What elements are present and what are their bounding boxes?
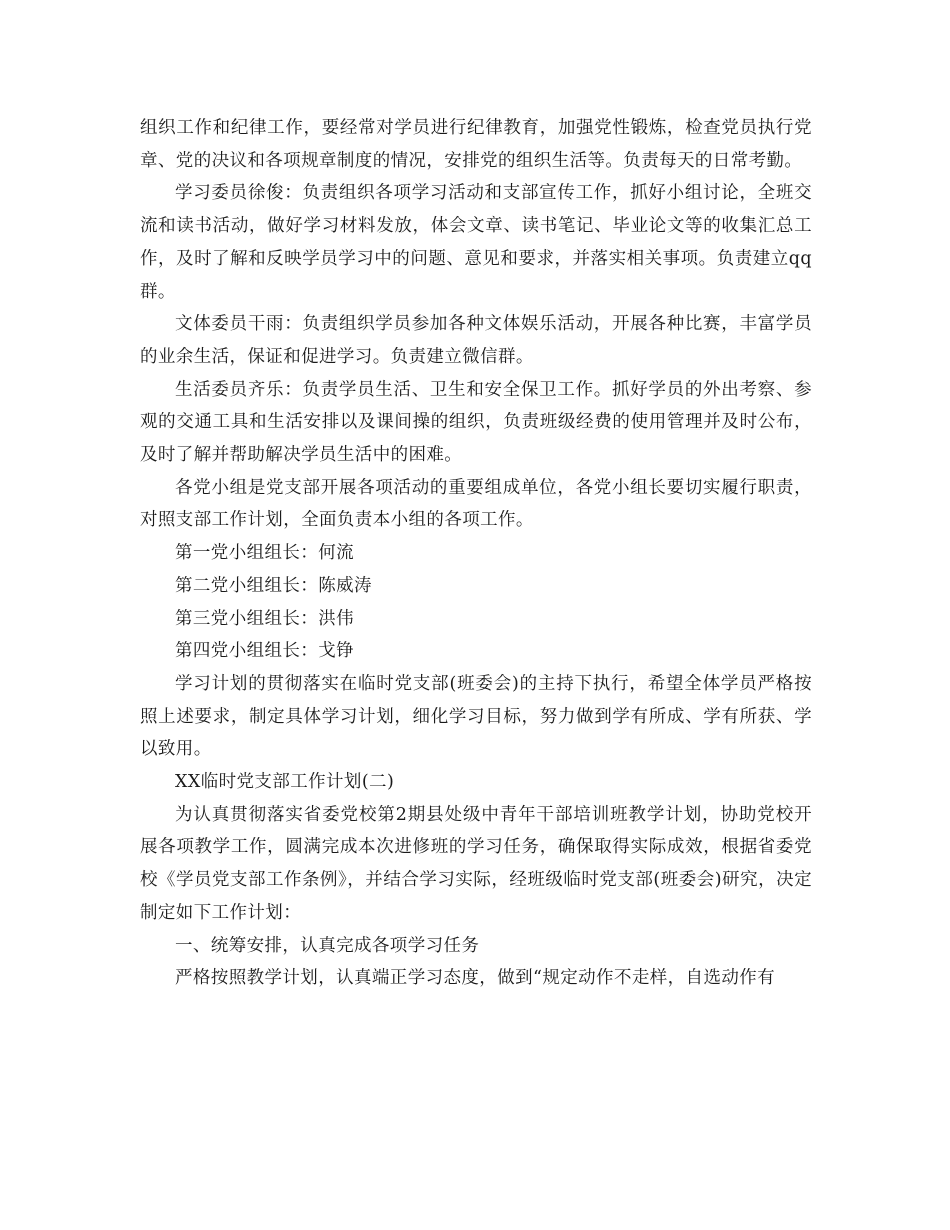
heading-one: 一、统筹安排，认真完成各项学习任务 bbox=[175, 935, 480, 956]
section-title: XX临时党支部工作计划(二) bbox=[175, 772, 395, 793]
paragraph-discipline: 组织工作和纪律工作，要经常对学员进行纪律教育，加强党性锻炼，检查党员执行党章、党的决议和各项规章制度的情况，安排党的组织生活等。负责每天的日常考勤。 bbox=[140, 118, 812, 171]
group-leader-4: 第四党小组组长：戈铮 bbox=[175, 641, 354, 662]
group-leader-2: 第二党小组组长：陈威涛 bbox=[175, 575, 372, 596]
paragraph-implementation: 学习计划的贯彻落实在临时党支部(班委会)的主持下执行，希望全体学员严格按照上述要求，制定具体学习计划，细化学习目标，努力做到学有所成、学有所获、学以致用。 bbox=[140, 673, 812, 760]
group-leader-3: 第三党小组组长：洪伟 bbox=[175, 608, 354, 629]
paragraph-study-committee: 学习委员徐俊：负责组织各项学习活动和支部宣传工作，抓好小组讨论，全班交流和读书活动，做好学习材料发放，体会文章、读书笔记、毕业论文等的收集汇总工作，及时了解和反映学员学习中的问题、意见和要求，并落实相关事项。负责建立qq群。 bbox=[140, 183, 812, 302]
paragraph-life-committee: 生活委员齐乐：负责学员生活、卫生和安全保卫工作。抓好学员的外出考察、参观的交通工具和生活安排以及课间操的组织，负责班级经费的使用管理并及时公布，及时了解并帮助解决学员生活中的困难。 bbox=[140, 379, 812, 466]
document-page bbox=[140, 112, 812, 995]
group-leader-1: 第一党小组组长：何流 bbox=[175, 543, 354, 564]
paragraph-intro: 为认真贯彻落实省委党校第2期县处级中青年干部培训班教学计划，协助党校开展各项教学工作，圆满完成本次进修班的学习任务，确保取得实际成效，根据省委党校《学员党支部工作条例》，并结合学习实际，经班级临时党支部(班委会)研究，决定制定如下工作计划： bbox=[140, 804, 812, 923]
paragraph-party-groups: 各党小组是党支部开展各项活动的重要组成单位，各党小组长要切实履行职责，对照支部工作计划，全面负责本小组的各项工作。 bbox=[140, 477, 812, 531]
paragraph-study-plan: 严格按照教学计划，认真端正学习态度，做到“规定动作不走样，自选动作有 bbox=[175, 968, 776, 989]
paragraph-culture-committee: 文体委员干雨：负责组织学员参加各种文体娱乐活动，开展各种比赛，丰富学员的业余生活，保证和促进学习。负责建立微信群。 bbox=[140, 314, 812, 367]
